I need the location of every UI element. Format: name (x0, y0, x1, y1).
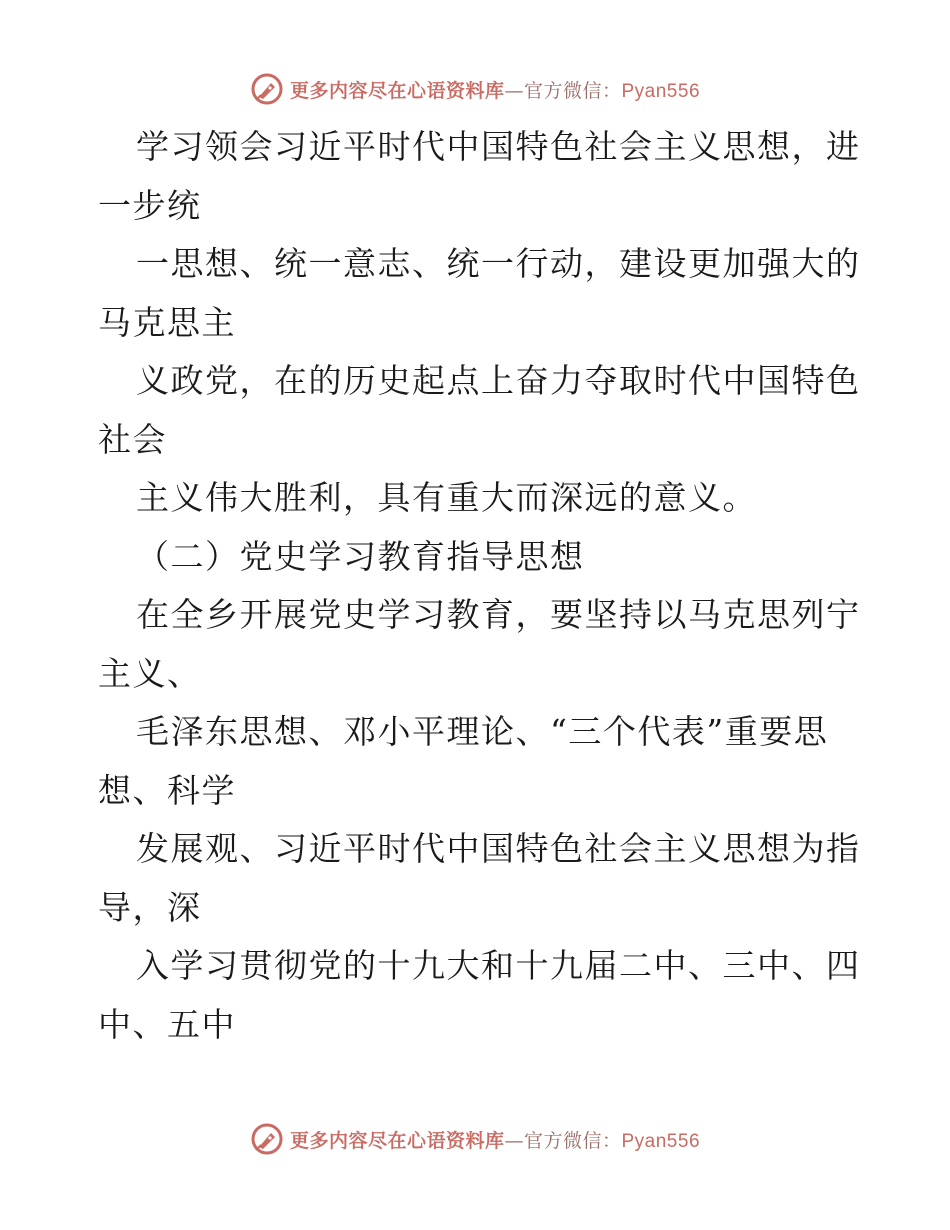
document-body (98, 118, 861, 1054)
footer-watermark (0, 1122, 950, 1156)
watermark-dash: — (504, 79, 524, 102)
watermark-text (290, 1126, 700, 1153)
body-text-line: 马克思主 (98, 302, 236, 342)
watermark-brand: 更多内容尽在心语资料库 (289, 1129, 505, 1152)
body-text-line: 导，深 (98, 887, 202, 927)
watermark-official-label: 官方微信： (523, 1129, 622, 1152)
body-text-line: 毛泽东思想、邓小平理论、“三个代表”重要思 (136, 712, 829, 751)
body-text-line: 义政党，在的历史起点上奋力夺取时代中国特色 (136, 361, 861, 400)
body-text-line: 在全乡开展党史学习教育，要坚持以马克思列宁 (136, 595, 861, 634)
watermark-text (290, 76, 700, 103)
watermark-account: Pyan556 (621, 80, 701, 102)
body-text-line: 社会 (98, 419, 167, 459)
body-text-line: （二）党史学习教育指导思想 (136, 536, 585, 576)
body-text-line: 入学习贯彻党的十九大和十九届二中、三中、四 (136, 946, 861, 985)
body-text-line: 一步统 (98, 185, 202, 225)
watermark-brand: 更多内容尽在心语资料库 (289, 79, 505, 102)
header-watermark (0, 72, 950, 106)
watermark-account: Pyan556 (621, 1130, 701, 1152)
body-text-line: 学习领会习近平时代中国特色社会主义思想，进 (136, 127, 861, 166)
body-text-line: 想、科学 (98, 770, 236, 810)
watermark-dash: — (504, 1129, 524, 1152)
pen-nib-circle-icon (250, 72, 284, 106)
body-text-line: 发展观、习近平时代中国特色社会主义思想为指 (136, 829, 861, 868)
pen-nib-circle-icon (250, 1122, 284, 1156)
body-text-line: 中、五中 (98, 1004, 236, 1044)
watermark-official-label: 官方微信： (523, 79, 622, 102)
body-text-line: 主义、 (98, 653, 202, 693)
body-text-line: 主义伟大胜利，具有重大而深远的意义。 (136, 478, 757, 517)
body-text-line: 一思想、统一意志、统一行动，建设更加强大的 (136, 244, 861, 283)
